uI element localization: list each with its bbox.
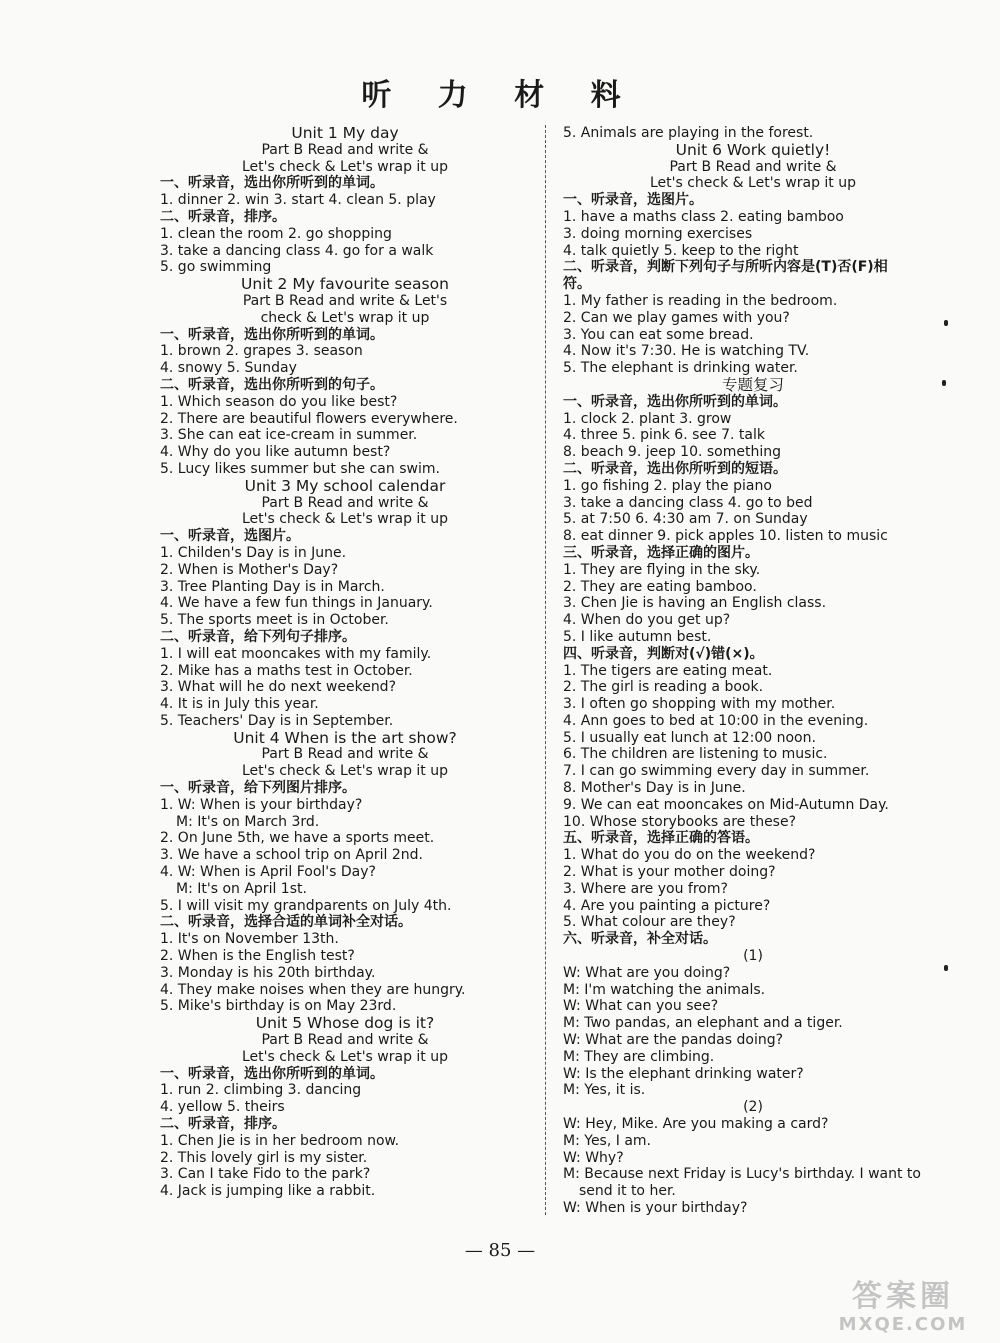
text-line: M: They are climbing. <box>563 1048 715 1065</box>
page-number: — 85 — <box>464 1240 536 1261</box>
section-instruction: 二、听录音，选出你所听到的句子。 <box>160 376 384 393</box>
text-line: W: Why? <box>563 1149 624 1166</box>
section-instruction: 一、听录音，给下列图片排序。 <box>160 780 356 797</box>
section-instruction: 一、听录音，选图片。 <box>160 528 300 545</box>
section-instruction: 三、听录音，选择正确的图片。 <box>563 544 759 561</box>
left-column <box>160 125 530 1200</box>
section-instruction: 一、听录音，选出你所听到的单词。 <box>160 326 384 343</box>
text-line: 7. I can go swimming every day in summer. <box>563 763 870 780</box>
part-subheading: Part B Read and write & <box>261 494 429 511</box>
section-instruction: 一、听录音，选出你所听到的单词。 <box>563 393 787 410</box>
text-line: 1. Which season do you like best? <box>160 393 398 410</box>
text-line: 4. They make noises when they are hungry. <box>160 981 466 998</box>
text-line: M: Two pandas, an elephant and a tiger. <box>563 1015 843 1032</box>
section-instruction: 二、听录音，选择合适的单词补全对话。 <box>160 914 412 931</box>
text-line: 4. three 5. pink 6. see 7. talk <box>563 427 765 444</box>
text-line: 5. go swimming <box>160 259 272 276</box>
text-line: 2. When is the English test? <box>160 948 355 965</box>
text-line: 5. I usually eat lunch at 12:00 noon. <box>563 729 816 746</box>
text-line: 3. doing morning exercises <box>563 225 753 242</box>
text-line: 5. Mike's birthday is on May 23rd. <box>160 998 397 1015</box>
text-line: 8. eat dinner 9. pick apples 10. listen to music <box>563 528 888 545</box>
part-subheading: Part B Read and write & <box>261 746 429 763</box>
text-line: M: I'm watching the animals. <box>563 981 766 998</box>
section-instruction: 一、听录音，选出你所听到的单词。 <box>160 175 384 192</box>
text-line: W: What are you doing? <box>563 964 731 981</box>
text-line: M: Yes, I am. <box>563 1132 651 1149</box>
column-divider <box>545 125 546 1215</box>
text-line: 1. What do you do on the weekend? <box>563 847 816 864</box>
unit-heading: Unit 6 Work quietly! <box>675 140 831 159</box>
text-line: 4. Now it's 7:30. He is watching TV. <box>563 343 810 360</box>
section-instruction: 二、听录音，给下列句子排序。 <box>160 628 356 645</box>
text-line: 4. Jack is jumping like a rabbit. <box>160 1183 376 1200</box>
part-subheading: Let's check & Let's wrap it up <box>241 1048 448 1065</box>
text-line: 2. The girl is reading a book. <box>563 679 764 696</box>
scan-speck <box>942 380 946 386</box>
text-line: W: What are the pandas doing? <box>563 1032 784 1049</box>
watermark-logo <box>818 1280 988 1338</box>
text-line: 5. I like autumn best. <box>563 628 712 645</box>
text-line: 4. yellow 5. theirs <box>160 1099 285 1116</box>
unit-heading: Unit 4 When is the art show? <box>233 728 457 747</box>
watermark-url: MXQE.COM <box>838 1314 968 1335</box>
section-instruction: 一、听录音，选图片。 <box>563 192 703 209</box>
text-line: 10. Whose storybooks are these? <box>563 813 797 830</box>
part-subheading: check & Let's wrap it up <box>260 309 430 326</box>
unit-heading: Unit 1 My day <box>291 124 399 142</box>
text-line: 2. Mike has a maths test in October. <box>160 662 413 679</box>
section-instruction: 五、听录音，选择正确的答语。 <box>563 830 759 847</box>
text-line: 3. Tree Planting Day is in March. <box>160 578 385 595</box>
section-instruction: 二、听录音，判断下列句子与所听内容是(T)否(F)相 <box>563 259 888 276</box>
text-line: 5. at 7:50 6. 4:30 am 7. on Sunday <box>563 511 808 528</box>
text-line: 4. It is in July this year. <box>160 696 319 713</box>
text-line: 2. There are beautiful flowers everywhere. <box>160 410 458 427</box>
text-line: 4. Are you painting a picture? <box>563 897 771 914</box>
text-line: 4. Ann goes to bed at 10:00 in the evening. <box>563 712 869 729</box>
text-line: 3. I often go shopping with my mother. <box>563 696 836 713</box>
text-line: (1) <box>743 948 763 965</box>
text-line: 4. We have a few fun things in January. <box>160 595 433 612</box>
text-line: 1. It's on November 13th. <box>160 931 339 948</box>
text-line: 1. I will eat mooncakes with my family. <box>160 645 432 662</box>
right-column <box>563 125 943 1217</box>
section-instruction: 二、听录音，选出你所听到的短语。 <box>563 460 787 477</box>
part-subheading: Part B Read and write & <box>261 1032 429 1049</box>
text-line: 1. clean the room 2. go shopping <box>160 225 392 242</box>
text-line: 2. This lovely girl is my sister. <box>160 1149 368 1166</box>
text-line: 2. On June 5th, we have a sports meet. <box>160 830 435 847</box>
text-line: 5. Animals are playing in the forest. <box>563 125 814 141</box>
unit-heading: Unit 5 Whose dog is it? <box>255 1014 435 1033</box>
scan-speck <box>944 965 948 971</box>
text-line: 3. What will he do next weekend? <box>160 679 397 696</box>
text-line: 2. What is your mother doing? <box>563 864 776 881</box>
section-instruction: 六、听录音，补全对话。 <box>563 931 717 948</box>
text-line: 1. Childen's Day is in June. <box>160 544 347 561</box>
section-instruction: 二、听录音，排序。 <box>160 1116 286 1133</box>
unit-heading: Unit 2 My favourite season <box>241 275 449 294</box>
part-subheading: Part B Read and write & <box>261 141 429 158</box>
text-line: 5. Lucy likes summer but she can swim. <box>160 460 440 477</box>
scan-speck <box>944 320 948 326</box>
text-line: 8. beach 9. jeep 10. something <box>563 444 782 461</box>
text-line: M: Yes, it is. <box>563 1082 646 1099</box>
text-line: 2. They are eating bamboo. <box>563 578 757 595</box>
text-line: M: It's on March 3rd. <box>176 813 320 830</box>
text-line: 3. take a dancing class 4. go for a walk <box>160 242 434 259</box>
section-instruction: 二、听录音，排序。 <box>160 208 286 225</box>
text-line: 1. Chen Jie is in her bedroom now. <box>160 1132 400 1149</box>
part-subheading: Part B Read and write & <box>669 158 837 175</box>
text-line: 3. She can eat ice-cream in summer. <box>160 427 418 444</box>
text-line: 5. Teachers' Day is in September. <box>160 712 394 729</box>
text-line: 1. They are flying in the sky. <box>563 561 761 578</box>
text-line: 3. We have a school trip on April 2nd. <box>160 847 423 864</box>
text-line: 4. When do you get up? <box>563 612 731 629</box>
text-line: W: Hey, Mike. Are you making a card? <box>563 1116 829 1133</box>
text-line: 1. The tigers are eating meat. <box>563 662 773 679</box>
text-line: 1. clock 2. plant 3. grow <box>563 410 732 427</box>
text-line: 1. W: When is your birthday? <box>160 796 363 813</box>
text-line: send it to her. <box>579 1183 676 1200</box>
text-line: 1. My father is reading in the bedroom. <box>563 292 838 309</box>
text-line: 5. What colour are they? <box>563 914 736 931</box>
text-line: (2) <box>743 1099 763 1116</box>
part-subheading: Let's check & Let's wrap it up <box>241 158 448 175</box>
part-subheading: Part B Read and write & Let's <box>242 292 448 309</box>
section-instruction: 一、听录音，选出你所听到的单词。 <box>160 1065 384 1082</box>
text-line: 5. The elephant is drinking water. <box>563 360 798 377</box>
text-line: 8. Mother's Day is in June. <box>563 780 746 797</box>
text-line: 1. have a maths class 2. eating bamboo <box>563 208 844 225</box>
text-line: W: What can you see? <box>563 998 719 1015</box>
text-line: 3. Can I take Fido to the park? <box>160 1166 371 1183</box>
text-line: 4. talk quietly 5. keep to the right <box>563 242 799 259</box>
text-line: 5. I will visit my grandparents on July 4th. <box>160 897 452 914</box>
text-line: 3. You can eat some bread. <box>563 326 754 343</box>
section-instruction: 符。 <box>563 276 591 293</box>
text-line: 3. Where are you from? <box>563 880 728 897</box>
text-line: 4. Why do you like autumn best? <box>160 444 391 461</box>
text-line: M: Because next Friday is Lucy's birthday. I want to <box>563 1166 921 1183</box>
unit-heading: 专题复习 <box>721 375 784 394</box>
part-subheading: Let's check & Let's wrap it up <box>649 175 856 192</box>
text-line: 1. dinner 2. win 3. start 4. clean 5. play <box>160 192 436 209</box>
page-title: 听 力 材 料 <box>361 78 639 113</box>
text-line: W: Is the elephant drinking water? <box>563 1065 804 1082</box>
text-line: 1. run 2. climbing 3. dancing <box>160 1082 362 1099</box>
unit-heading: Unit 3 My school calendar <box>244 476 446 495</box>
text-line: 5. The sports meet is in October. <box>160 612 389 629</box>
text-line: M: It's on April 1st. <box>176 880 307 897</box>
text-line: 4. W: When is April Fool's Day? <box>160 864 376 881</box>
text-line: 2. When is Mother's Day? <box>160 561 339 578</box>
part-subheading: Let's check & Let's wrap it up <box>241 511 448 528</box>
text-line: 1. brown 2. grapes 3. season <box>160 343 363 360</box>
text-line: 3. take a dancing class 4. go to bed <box>563 494 813 511</box>
part-subheading: Let's check & Let's wrap it up <box>241 763 448 780</box>
text-line: 6. The children are listening to music. <box>563 746 828 763</box>
text-line: 9. We can eat mooncakes on Mid-Autumn Day. <box>563 796 889 813</box>
text-line: 1. go fishing 2. play the piano <box>563 477 772 494</box>
text-line: 3. Monday is his 20th birthday. <box>160 964 376 981</box>
watermark-text: 答案圈 <box>852 1279 954 1314</box>
text-line: 2. Can we play games with you? <box>563 309 790 326</box>
text-line: 4. snowy 5. Sunday <box>160 360 297 377</box>
text-line: 3. Chen Jie is having an English class. <box>563 595 827 612</box>
text-line: W: When is your birthday? <box>563 1200 748 1216</box>
section-instruction: 四、听录音，判断对(√)错(×)。 <box>563 645 764 662</box>
